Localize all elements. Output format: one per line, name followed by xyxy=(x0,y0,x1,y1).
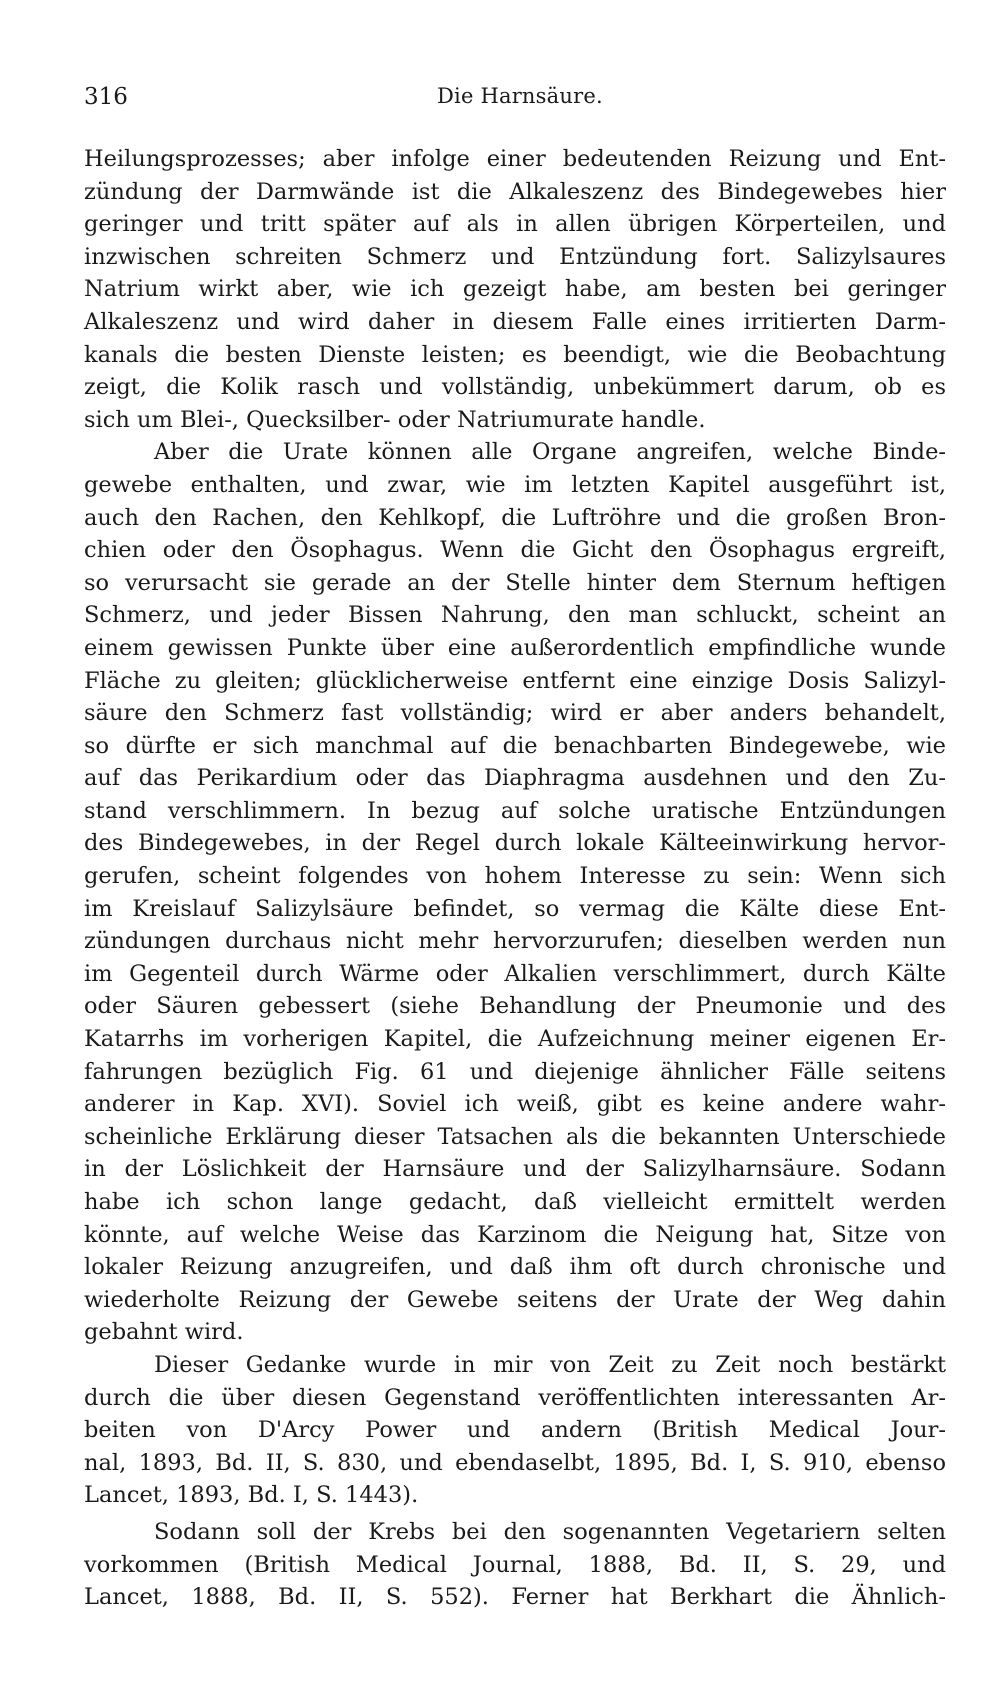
running-title: Die Harnsäure. xyxy=(437,84,603,108)
paragraph xyxy=(84,436,946,1349)
text-line: auf das Perikardium oder das Diaphragma ausdehnen und den Zu- xyxy=(84,765,946,792)
text-line: inzwischen schreiten Schmerz und Entzündung fort. Salizylsaures xyxy=(84,243,946,270)
text-line: Dieser Gedanke wurde in mir von Zeit zu Zeit noch bestärkt xyxy=(154,1351,946,1378)
text-line: so dürfte er sich manchmal auf die benachbarten Bindegewebe, wie xyxy=(84,732,946,759)
paragraph xyxy=(84,143,946,436)
text-line: chien oder den Ösophagus. Wenn die Gicht den Ösophagus ergreift, xyxy=(84,537,946,564)
text-line: scheinliche Erklärung dieser Tatsachen als die bekannten Unterschiede xyxy=(84,1123,946,1150)
text-line: gerufen, scheint folgendes von hohem Interesse zu sein: Wenn sich xyxy=(84,863,946,890)
text-line: habe ich schon lange gedacht, daß vielleicht ermittelt werden xyxy=(84,1189,946,1215)
text-line: fahrungen bezüglich Fig. 61 und diejenige ähnlicher Fälle seitens xyxy=(84,1058,946,1085)
text-line: Katarrhs im vorherigen Kapitel, die Aufzeichnung meiner eigenen Er- xyxy=(84,1026,946,1053)
text-line: zündung der Darmwände ist die Alkaleszenz des Bindegewebes hier xyxy=(84,178,946,205)
text-line: durch die über diesen Gegenstand veröffentlichten interessanten Ar- xyxy=(84,1384,946,1411)
text-line: stand verschlimmern. In bezug auf solche uratische Entzündungen xyxy=(84,797,946,824)
text-line: auch den Rachen, den Kehlkopf, die Luftröhre und die großen Bron- xyxy=(84,504,946,531)
text-line: beiten von D'Arcy Power und andern (British Medical Jour- xyxy=(84,1417,946,1444)
text-line: Schmerz, und jeder Bissen Nahrung, den man schluckt, scheint an xyxy=(84,602,946,629)
running-head xyxy=(84,84,944,118)
text-line: des Bindegewebes, in der Regel durch lokale Kälteeinwirkung hervor- xyxy=(84,830,946,857)
text-line: zündungen durchaus nicht mehr hervorzurufen; dieselben werden nun xyxy=(84,928,946,955)
text-line: Sodann soll der Krebs bei den sogenannten Vegetariern selten xyxy=(154,1518,946,1545)
text-line: sich um Blei-, Quecksilber- oder Natriumurate handle. xyxy=(84,406,706,433)
text-line: Aber die Urate können alle Organe angreifen, welche Binde- xyxy=(154,439,946,466)
text-line: vorkommen (British Medical Journal, 1888, Bd. II, S. 29, und xyxy=(84,1551,946,1578)
text-line: einem gewissen Punkte über eine außerordentlich empfindliche wunde xyxy=(84,634,946,661)
text-line: im Kreislauf Salizylsäure befindet, so vermag die Kälte diese Ent- xyxy=(84,895,946,922)
page-number: 316 xyxy=(84,84,128,110)
text-line: Alkaleszenz und wird daher in diesem Falle eines irritierten Darm- xyxy=(84,308,946,335)
text-line: Fläche zu gleiten; glücklicherweise entfernt eine einzige Dosis Salizyl- xyxy=(84,667,946,694)
text-line: so verursacht sie gerade an der Stelle hinter dem Sternum heftigen xyxy=(84,569,946,596)
text-line: Lancet, 1893, Bd. I, S. 1443). xyxy=(84,1482,419,1509)
text-line: kanals die besten Dienste leisten; es beendigt, wie die Beobachtung xyxy=(84,341,946,368)
text-line: in der Löslichkeit der Harnsäure und der Salizylharnsäure. Sodann xyxy=(84,1156,946,1183)
paragraph xyxy=(84,1349,946,1512)
text-line: lokaler Reizung anzugreifen, und daß ihm oft durch chronische und xyxy=(84,1254,946,1281)
text-line: oder Säuren gebessert (siehe Behandlung der Pneumonie und des xyxy=(84,993,946,1020)
text-line: im Gegenteil durch Wärme oder Alkalien verschlimmert, durch Kälte xyxy=(84,960,946,987)
text-line: wiederholte Reizung der Gewebe seitens der Urate der Weg dahin xyxy=(84,1286,946,1313)
text-line: gewebe enthalten, und zwar, wie im letzten Kapitel ausgeführt ist, xyxy=(84,471,946,498)
text-line: könnte, auf welche Weise das Karzinom die Neigung hat, Sitze von xyxy=(84,1221,946,1248)
text-line: anderer in Kap. XVI). Soviel ich weiß, gibt es keine andere wahr- xyxy=(84,1091,946,1118)
text-line: Natrium wirkt aber, wie ich gezeigt habe, am besten bei geringer xyxy=(84,276,946,303)
body-text xyxy=(84,143,946,1614)
text-line: nal, 1893, Bd. II, S. 830, und ebendaselbt, 1895, Bd. I, S. 910, ebenso xyxy=(84,1449,946,1476)
text-line: Heilungsprozesses; aber infolge einer bedeutenden Reizung und Ent- xyxy=(84,146,946,172)
text-line: geringer und tritt später auf als in allen übrigen Körperteilen, und xyxy=(84,211,946,238)
text-line: gebahnt wird. xyxy=(84,1319,244,1346)
paragraph xyxy=(84,1516,946,1614)
text-line: Lancet, 1888, Bd. II, S. 552). Ferner hat Berkhart die Ähnlich- xyxy=(84,1584,946,1611)
text-line: säure den Schmerz fast vollständig; wird er aber anders behandelt, xyxy=(84,700,946,727)
text-line: zeigt, die Kolik rasch und vollständig, unbekümmert darum, ob es xyxy=(84,374,946,401)
